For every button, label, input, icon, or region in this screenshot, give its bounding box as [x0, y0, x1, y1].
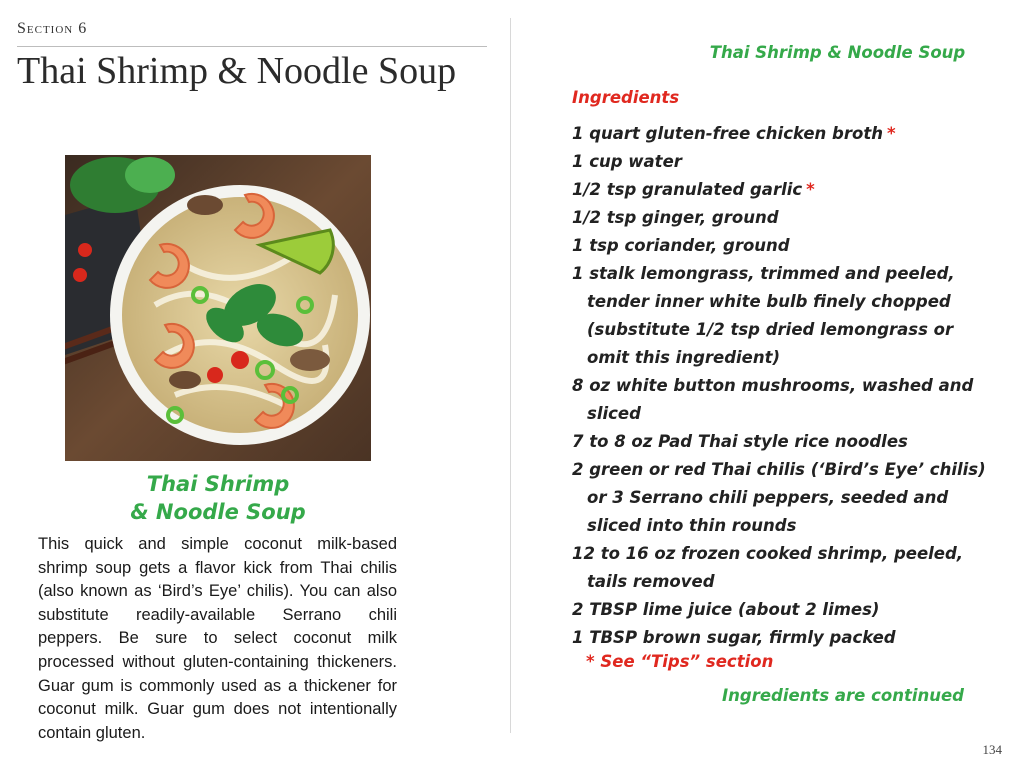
ingredient-item [572, 456, 992, 540]
card-title [65, 470, 371, 526]
ingredients-list [572, 120, 992, 652]
tips-note: * See “Tips” section [586, 652, 774, 671]
soup-photo-illustration [65, 155, 371, 461]
ingredient-item [572, 624, 992, 652]
ingredient-star: * [886, 124, 896, 143]
ingredient-text: 2 green or red Thai chilis (‘Bird’s Eye’ chilis) or 3 Serrano chili peppers, seeded and sliced into thin rounds [572, 460, 986, 535]
column-divider [510, 18, 511, 733]
recipe-title: Thai Shrimp & Noodle Soup [709, 43, 966, 62]
ingredient-text: 1 cup water [572, 152, 682, 171]
ingredient-text: 1/2 tsp ginger, ground [572, 208, 779, 227]
ingredient-star: * [806, 180, 815, 199]
page-title: Thai Shrimp & Noodle Soup [17, 50, 457, 92]
ingredient-text: 1/2 tsp granulated garlic [572, 180, 803, 199]
ingredient-item [572, 232, 992, 260]
ingredient-item [572, 372, 992, 428]
ingredient-item [572, 148, 992, 176]
ingredient-text: 1 stalk lemongrass, trimmed and peeled, tender inner white bulb finely chopped (substitute 1/2 tsp dried lemongrass or omit this ingredient) [572, 264, 955, 367]
ingredient-item [572, 204, 992, 232]
ingredient-text: 8 oz white button mushrooms, washed and sliced [572, 376, 974, 423]
page-number: 134 [982, 742, 1002, 757]
continued-note: Ingredients are continued [722, 686, 964, 705]
recipe-description: This quick and simple coconut milk-based shrimp soup gets a flavor kick from Thai chilis (also known as ‘Bird’s Eye’ chilis). You can also substitute readily-available Serrano chili peppers. Be sure to select coconut milk processed without gluten-containing thickeners. Guar gum is commonly used as a thickener for coconut milk. Guar gum does not intentionally contain gluten. [38, 535, 397, 742]
ingredient-text: 1 TBSP brown sugar, firmly packed [572, 628, 896, 647]
ingredient-item [572, 176, 992, 204]
ingredient-text: 1 tsp coriander, ground [572, 236, 790, 255]
card-title-line2: & Noodle Soup [130, 500, 306, 524]
ingredient-item [572, 428, 992, 456]
soup-photo [65, 155, 371, 461]
ingredient-item [572, 120, 992, 148]
ingredient-text: 1 quart gluten-free chicken broth [572, 124, 883, 143]
ingredient-item [572, 596, 992, 624]
ingredient-text: 12 to 16 oz frozen cooked shrimp, peeled, tails removed [572, 544, 964, 591]
ingredient-item [572, 540, 992, 596]
ingredients-heading: Ingredients [572, 88, 680, 107]
ingredient-text: 7 to 8 oz Pad Thai style rice noodles [572, 432, 908, 451]
section-rule [17, 46, 487, 47]
ingredient-text: 2 TBSP lime juice (about 2 limes) [572, 600, 880, 619]
ingredient-item [572, 260, 992, 372]
card-title-line1: Thai Shrimp [146, 472, 290, 496]
section-label: Section 6 [17, 20, 88, 37]
